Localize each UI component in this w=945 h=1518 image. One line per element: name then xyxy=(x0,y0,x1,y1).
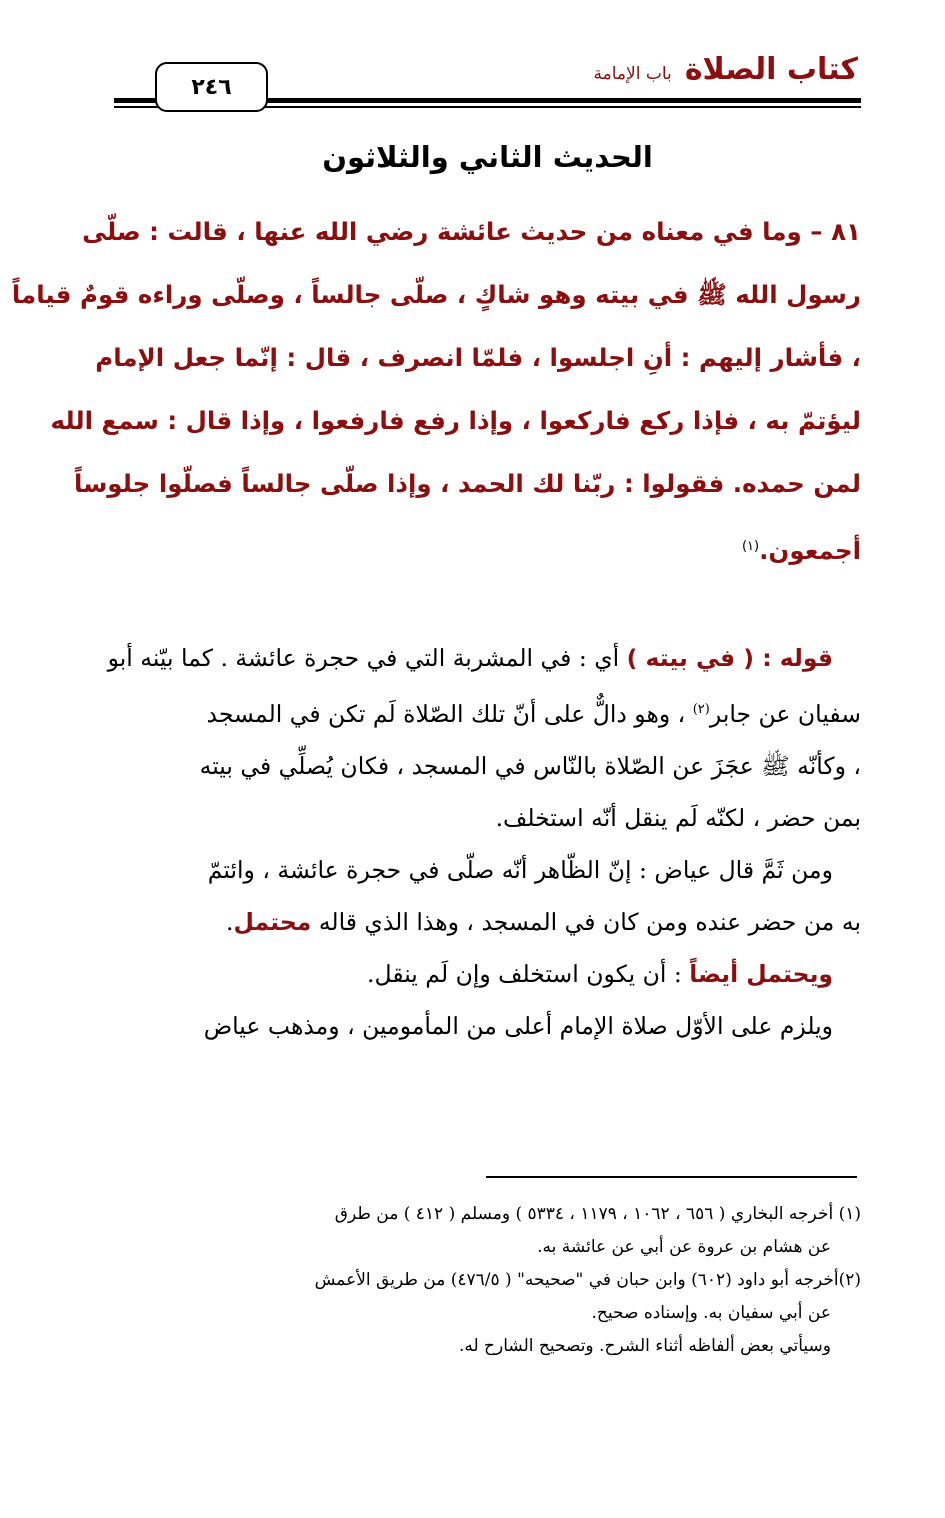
hadith-line: لمن حمده. فقولوا : ربّنا لك الحمد ، وإذا صلّى جالساً فصلّوا جلوساً xyxy=(74,469,861,498)
page-number: ٢٤٦ xyxy=(191,74,232,100)
footnote-ref-2: (٢) xyxy=(692,702,710,717)
page-number-box xyxy=(155,62,268,112)
commentary-text-span: سفيان عن جابر xyxy=(709,699,861,728)
commentary-label-1: قوله : ( في بيته ) xyxy=(626,644,833,672)
footnote-line: وسيأتي بعض ألفاظه أثناء الشرح. وتصحيح الشارح له. xyxy=(458,1336,831,1356)
hadith-line: ليؤتمّ به ، فإذا ركع فاركعوا ، وإذا رفع فارفعوا ، وإذا قال : سمع الله xyxy=(50,406,861,435)
commentary-text-span: : أن يكون استخلف وإن لَم ينقل. xyxy=(367,959,690,988)
commentary-label-2: ويحتمل أيضاً xyxy=(689,959,833,988)
hadith-line: ، فأشار إليهم : أنِ اجلسوا ، فلمّا انصرف ، قال : إنّما جعل الإمام xyxy=(95,343,861,372)
footnote-ref-1: (١) xyxy=(741,539,760,554)
footnote-line: عن أبي سفيان به. وإسناده صحيح. xyxy=(591,1303,831,1323)
hadith-last-line xyxy=(109,515,861,582)
hadith-line: رسول الله ﷺ في بيته وهو شاكٍ ، صلّى جالساً ، وصلّى وراءه قومٌ قياماً xyxy=(11,280,861,309)
commentary-text-span: به من حضر عنده ومن كان في المسجد ، وهذا الذي قاله xyxy=(311,907,861,936)
commentary-text-span: أي : في المشربة التي في حجرة عائشة . كما بيّنه أبو xyxy=(107,644,627,672)
commentary-highlight: محتمل xyxy=(233,907,312,936)
commentary-line: ومن ثَمَّ قال عياض : إنّ الظّاهر أنّه صلّى في حجرة عائشة ، وائتمّ xyxy=(207,855,833,884)
footnote-line: عن هشام بن عروة عن أبي عن عائشة به. xyxy=(537,1237,831,1257)
chapter-title: باب الإمامة xyxy=(593,64,672,84)
footnote-separator xyxy=(486,1176,857,1178)
running-header xyxy=(594,52,859,87)
commentary-line: ويلزم على الأوّل صلاة الإمام أعلى من المأمومين ، ومذهب عياض xyxy=(203,1011,833,1040)
commentary-text-span: . xyxy=(226,907,234,936)
commentary-text xyxy=(109,632,861,1052)
hadith-line: ٨١ – وما في معناه من حديث عائشة رضي الله عنها ، قالت : صلّى xyxy=(82,217,861,246)
commentary-line xyxy=(109,948,861,1000)
commentary-line: بمن حضر ، لكنّه لَم ينقل أنّه استخلف. xyxy=(495,803,861,832)
footnote-line: (١) أخرجه البخاري ( ٦٥٦ ، ١٠٦٢ ، ١١٧٩ ، ٥٣٣٤ ) ومسلم ( ٤١٢ ) من طرق xyxy=(334,1204,861,1224)
commentary-text-span: ، وهو دالٌّ على أنّ تلك الصّلاة لَم تكن في المسجد xyxy=(206,699,693,728)
hadith-last-word: أجمعون. xyxy=(759,536,861,566)
footnotes xyxy=(109,1198,861,1363)
commentary-line xyxy=(109,684,861,740)
book-title: كتاب الصلاة xyxy=(684,52,858,87)
commentary-line xyxy=(109,632,861,684)
section-heading: الحديث الثاني والثلاثون xyxy=(322,140,653,174)
commentary-line: ، وكأنّه ﷺ عجَزَ عن الصّلاة بالنّاس في المسجد ، فكان يُصلِّي في بيته xyxy=(199,751,861,780)
footnote-line: (٢)أخرجه أبو داود (٦٠٢) وابن حبان في "صحيحه" ( ٤٧٦/٥) من طريق الأعمش xyxy=(314,1270,861,1290)
commentary-line xyxy=(109,896,861,948)
hadith-text xyxy=(11,200,861,582)
